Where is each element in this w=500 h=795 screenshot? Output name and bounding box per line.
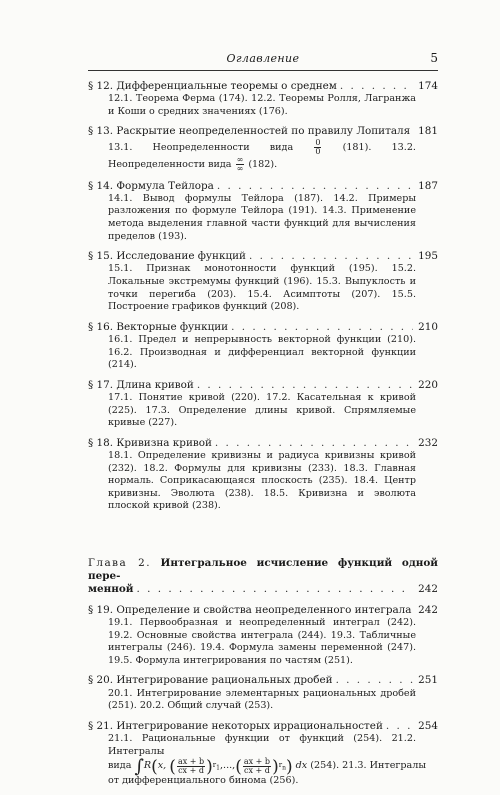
toc-title: § 13. Раскрытие неопределенностей по правилу Лопиталя xyxy=(88,125,411,138)
chapter-title-cont: менной xyxy=(88,582,134,595)
toc-subsections: 15.1. Признак монотонности функций (195). 15.2. Локальные экстремумы функций (196). 15.3. Выпуклость и точки перегиба (203). 15.4. Асимптоты (207). 15.5. Построение графиков функций (208). xyxy=(108,263,416,313)
chapter-heading[interactable] xyxy=(88,557,438,596)
toc-page: 242 xyxy=(418,582,438,595)
dot-leader xyxy=(137,583,414,596)
dot-leader xyxy=(340,80,413,93)
toc-title: § 18. Кривизна кривой xyxy=(88,436,212,449)
toc-title: § 15. Исследование функций xyxy=(88,250,246,263)
paren-open: ( xyxy=(235,756,242,777)
dot-leader xyxy=(336,674,413,687)
toc-page: 232 xyxy=(418,436,438,449)
toc-title: § 17. Длина кривой xyxy=(88,378,194,391)
dot-leader xyxy=(217,180,413,193)
toc-entry-19[interactable] xyxy=(88,604,438,668)
integral-sign: ∫ xyxy=(134,755,144,777)
toc-subsections: 20.1. Интегрирование элементарных рациональных дробей (251). 20.2. Общий случай (253). xyxy=(108,687,416,712)
frac-num: 0 xyxy=(315,137,321,147)
paren-close: ) xyxy=(206,756,213,777)
formula-dx: dx xyxy=(295,760,308,772)
frac-den: cx + d xyxy=(178,766,204,776)
dot-leader xyxy=(249,250,413,263)
paren-close: ) xyxy=(285,756,293,777)
running-header xyxy=(88,48,438,71)
toc-title: § 21. Интегрирование некоторых иррациональностей xyxy=(88,719,383,732)
frac-num: ∞ xyxy=(236,154,244,164)
exponent-rn xyxy=(279,759,286,775)
toc-entry-16[interactable] xyxy=(88,321,438,372)
exp-sub: n xyxy=(282,764,286,772)
fraction-ax-b xyxy=(243,758,271,775)
frac-den: 0 xyxy=(315,146,321,156)
toc-entry-18[interactable] xyxy=(88,437,438,513)
exp-r: r xyxy=(212,760,217,769)
toc-entry-20[interactable] xyxy=(88,674,438,712)
toc-page: 195 xyxy=(418,250,438,263)
chapter-title: Интегральное исчисление функций одной пере- xyxy=(88,556,438,582)
frac-den: ∞ xyxy=(236,163,244,173)
sub-text: 21.1. Рациональные функции от функций (254). 21.2. Интегралы xyxy=(108,733,416,757)
toc-page: 251 xyxy=(418,674,438,687)
toc-page: 220 xyxy=(418,378,438,391)
header-title: Оглавление xyxy=(226,52,300,65)
toc-subsections: 12.1. Теорема Ферма (174). 12.2. Теоремы Ролля, Лагранжа и Коши о средних значениях (176). xyxy=(108,93,416,117)
chapter-label: Глава 2. xyxy=(88,556,152,569)
dot-leader xyxy=(386,720,413,733)
toc-page: 242 xyxy=(418,603,438,616)
sub-text: 13.1. Неопределенности вида xyxy=(108,141,294,153)
toc-subsections: 16.1. Предел и непрерывность векторной функции (210). 16.2. Производная и дифференциал векторной функции (214). xyxy=(108,333,416,371)
formula-dots: ,..., xyxy=(219,760,236,772)
toc-title: § 19. Определение и свойства неопределенного интеграла xyxy=(88,603,412,616)
fraction-zero-zero xyxy=(314,139,321,156)
frac-num: ax + b xyxy=(243,757,271,767)
toc-page: 174 xyxy=(418,80,438,92)
toc-page: 210 xyxy=(418,320,438,333)
sub-text: (182). xyxy=(248,158,278,170)
integral-formula-line xyxy=(108,755,426,777)
toc-entry-17[interactable] xyxy=(88,379,438,430)
toc-entry-15[interactable] xyxy=(88,250,438,314)
toc-title: § 14. Формула Тейлора xyxy=(88,179,214,192)
page-number: 5 xyxy=(430,51,438,65)
toc xyxy=(88,80,438,795)
formula-x: x, xyxy=(157,760,167,772)
frac-num: ax + b xyxy=(177,757,205,767)
formula-R: R xyxy=(143,760,152,772)
toc-subsections xyxy=(88,139,438,173)
dot-leader xyxy=(197,379,413,392)
sub-text: от дифференциального бинома (256). xyxy=(108,775,299,787)
dot-leader xyxy=(231,321,413,334)
toc-subsections xyxy=(88,733,438,788)
toc-title: § 12. Дифференциальные теоремы о среднем xyxy=(88,80,337,92)
toc-entry-13[interactable] xyxy=(88,125,438,172)
fraction-inf-inf xyxy=(236,156,245,173)
frac-den: cx + d xyxy=(244,766,270,776)
toc-title: § 20. Интегрирование рациональных дробей xyxy=(88,674,333,687)
toc-entry-14[interactable] xyxy=(88,180,438,244)
dot-leader xyxy=(215,437,413,450)
toc-subsections: 19.1. Первообразная и неопределенный интеграл (242). 19.2. Основные свойства интеграла (244). 19.3. Табличные интегралы (246). 19.4. Формула замены переменной (247). 19.5. Формула интегрирования по частям (251). xyxy=(108,617,416,666)
toc-subsections: 18.1. Определение кривизны и радиуса кривизны кривой (232). 18.2. Формулы для кривизны (233). 18.3. Главная нормаль. Соприкасающаяся плоскость (235). 18.4. Центр кривизны. Эволюта (238). 18.5. Кривизна и эволюта плоской кривой (238). xyxy=(108,449,416,512)
toc-title: § 16. Векторные функции xyxy=(88,320,229,333)
paren-open: ( xyxy=(169,756,176,777)
sub-text: вида xyxy=(108,760,132,772)
exponent-r1 xyxy=(213,759,220,775)
toc-entry-12[interactable] xyxy=(88,80,438,118)
exp-sub: 1 xyxy=(216,764,220,772)
toc-subsections: 17.1. Понятие кривой (220). 17.2. Касательная к кривой (225). 17.3. Определение длины кривой. Спрямляемые кривые (227). xyxy=(108,391,416,429)
paren-close: ) xyxy=(272,756,279,777)
toc-page: 254 xyxy=(418,719,438,732)
toc-subsections: 14.1. Вывод формулы Тейлора (187). 14.2. Примеры разложения по формуле Тейлора (191). 14.3. Применение метода выделения главной части функций для вычисления пределов (193). xyxy=(108,192,416,242)
toc-entry-21[interactable] xyxy=(88,720,438,788)
paren-open: ( xyxy=(151,756,158,777)
toc-page: 187 xyxy=(418,179,438,192)
exp-r: r xyxy=(278,760,283,769)
sub-text: (181). 13.2. Неопределенности вида xyxy=(108,141,416,170)
fraction-ax-b xyxy=(177,758,205,775)
sub-text: (254). 21.3. Интегралы xyxy=(310,760,426,772)
toc-page: 181 xyxy=(418,125,438,138)
